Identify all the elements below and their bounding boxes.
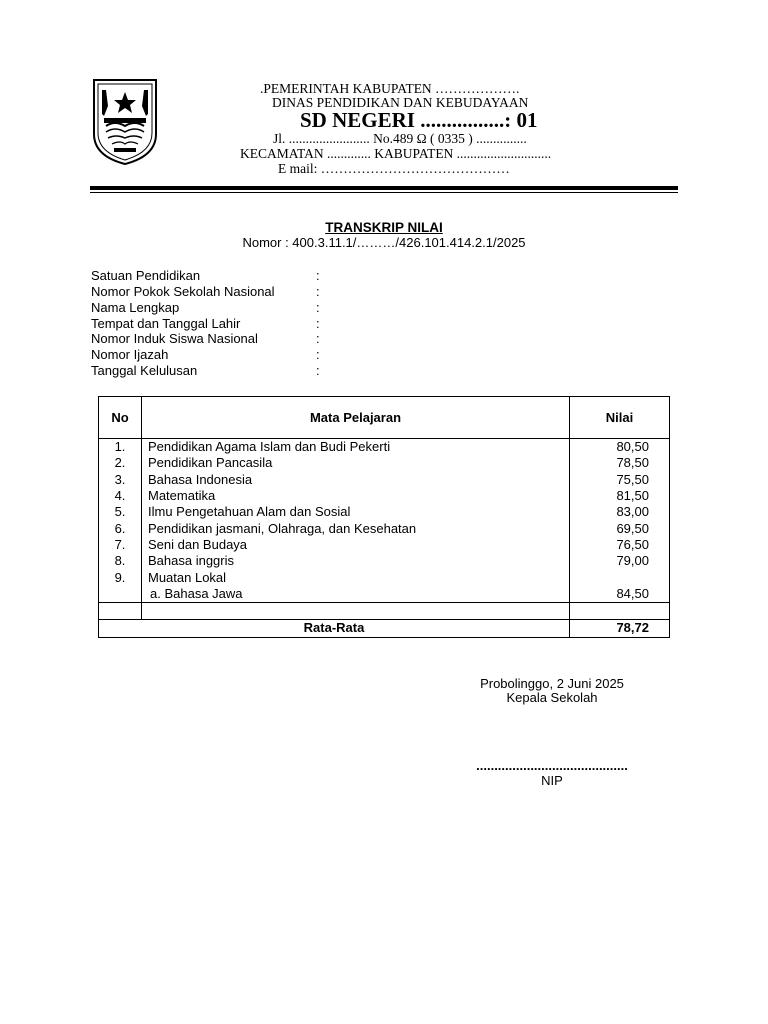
table-header-row (99, 397, 670, 439)
blank-cell (142, 602, 570, 619)
row-subject: Seni dan Budaya (142, 537, 570, 553)
info-label: Nama Lengkap (91, 300, 180, 315)
letterhead-divider-thin (90, 192, 678, 193)
row-subject: Ilmu Pengetahuan Alam dan Sosial (142, 504, 570, 520)
row-grade: 69,50 (570, 520, 670, 536)
row-no: 2. (99, 455, 142, 471)
school-name: SD NEGERI ................: 01 (300, 108, 538, 132)
info-label: Nomor Ijazah (91, 347, 169, 362)
info-colon: : (316, 331, 320, 346)
email-line: E mail: …………………………………… (278, 161, 510, 176)
document-number: Nomor : 400.3.11.1/………/426.101.414.2.1/2025 (242, 235, 526, 250)
row-no: 4. (99, 488, 142, 504)
average-label: Rata-Rata (99, 620, 570, 637)
row-grade (570, 569, 670, 585)
table-row-blank (99, 602, 670, 619)
row-no: 8. (99, 553, 142, 569)
row-subject: Pendidikan Pancasila (142, 455, 570, 471)
info-label: Tanggal Kelulusan (91, 363, 198, 378)
info-colon: : (316, 363, 320, 378)
table-row (99, 553, 670, 569)
signatory-role: Kepala Sekolah (506, 690, 598, 705)
table-row (99, 439, 670, 456)
district-line: KECAMATAN ............. KABUPATEN ............................ (240, 146, 552, 161)
blank-cell (570, 602, 670, 619)
row-no: 5. (99, 504, 142, 520)
row-no: 3. (99, 472, 142, 488)
regency-emblem-logo (90, 76, 160, 166)
row-grade: 84,50 (570, 586, 670, 603)
agency-line: DINAS PENDIDIKAN DAN KEBUDAYAAN (272, 95, 529, 110)
letterhead-divider-thick (90, 186, 678, 190)
table-row (99, 569, 670, 585)
row-no (99, 586, 142, 603)
row-grade: 76,50 (570, 537, 670, 553)
table-row (99, 488, 670, 504)
info-colon: : (316, 268, 320, 283)
blank-cell (99, 602, 142, 619)
info-label: Satuan Pendidikan (91, 268, 201, 283)
row-subject: Muatan Lokal (142, 569, 570, 585)
row-grade: 79,00 (570, 553, 670, 569)
info-colon: : (316, 284, 320, 299)
info-colon: : (316, 316, 320, 331)
row-subject: Pendidikan Agama Islam dan Budi Pekerti (142, 439, 570, 456)
header-no: No (99, 397, 142, 439)
row-subject: Bahasa Indonesia (142, 472, 570, 488)
document-title: TRANSKRIP NILAI (325, 220, 443, 235)
info-colon: : (316, 300, 320, 315)
row-subject: Pendidikan jasmani, Olahraga, dan Kesehatan (142, 520, 570, 536)
info-label: Nomor Induk Siswa Nasional (91, 331, 258, 346)
government-line: .PEMERINTAH KABUPATEN ………………. (260, 81, 520, 96)
row-grade: 81,50 (570, 488, 670, 504)
row-no: 1. (99, 439, 142, 456)
info-colon: : (316, 347, 320, 362)
address-line: Jl. ........................ No.489 Ω ( 0335 ) ............... (273, 131, 527, 146)
table-row (99, 504, 670, 520)
row-no: 6. (99, 520, 142, 536)
row-grade: 83,00 (570, 504, 670, 520)
table-row (99, 586, 670, 603)
row-no: 7. (99, 537, 142, 553)
average-row (99, 620, 670, 637)
nip-label: NIP (541, 773, 563, 788)
header-subject: Mata Pelajaran (142, 397, 570, 439)
table-row (99, 537, 670, 553)
table-row (99, 520, 670, 536)
row-subject: Bahasa inggris (142, 553, 570, 569)
place-date: Probolinggo, 2 Juni 2025 (480, 676, 624, 691)
info-label: Tempat dan Tanggal Lahir (91, 316, 241, 331)
row-grade: 80,50 (570, 439, 670, 456)
grades-table (98, 396, 670, 638)
signature-name-line: .......................................... (476, 758, 628, 773)
row-no: 9. (99, 569, 142, 585)
average-value: 78,72 (570, 620, 670, 637)
row-grade: 78,50 (570, 455, 670, 471)
row-grade: 75,50 (570, 472, 670, 488)
row-subject: Matematika (142, 488, 570, 504)
row-subject: a. Bahasa Jawa (142, 586, 570, 603)
info-label: Nomor Pokok Sekolah Nasional (91, 284, 275, 299)
header-grade: Nilai (570, 397, 670, 439)
table-row (99, 472, 670, 488)
table-row (99, 455, 670, 471)
